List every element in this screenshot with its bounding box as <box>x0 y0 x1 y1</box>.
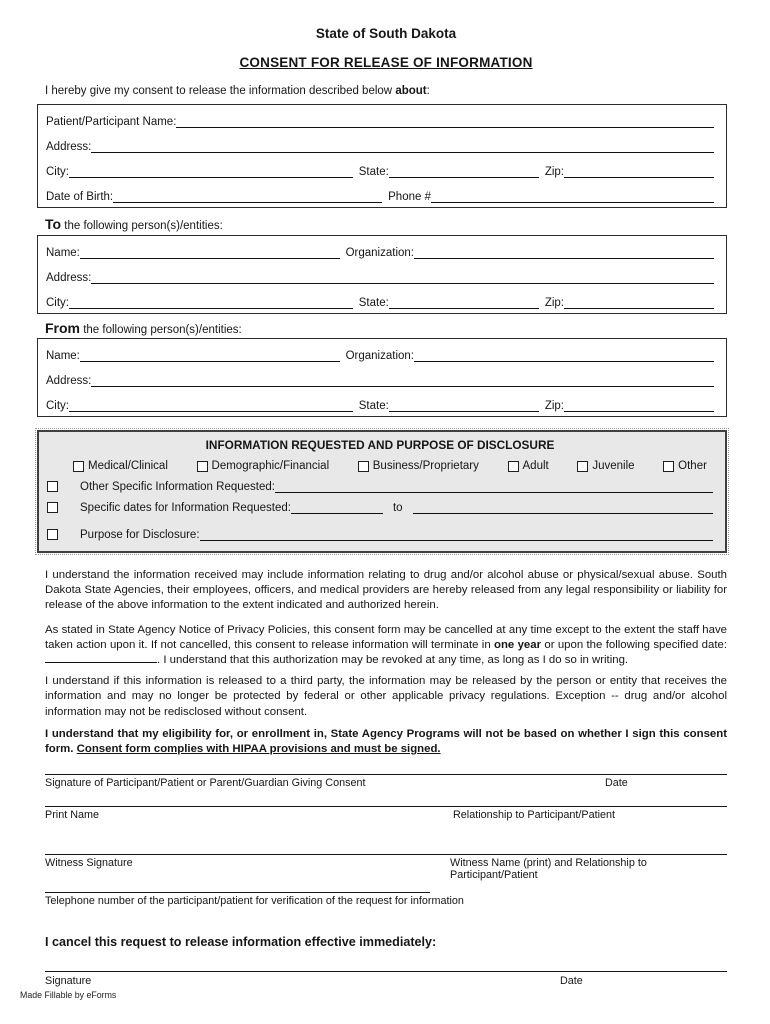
patient-phone-input[interactable] <box>431 191 714 203</box>
patient-dob-input[interactable] <box>113 191 382 203</box>
patient-dob-row <box>38 182 726 207</box>
state-title: State of South Dakota <box>315 26 457 41</box>
specific-dates-row <box>47 502 713 514</box>
p2-mid: or upon the following specified date: <box>541 638 727 651</box>
purpose-checkbox[interactable] <box>47 529 58 540</box>
other-label: Other <box>678 460 707 472</box>
witness-labels <box>45 857 727 882</box>
to-city-row <box>38 288 726 313</box>
cancel-date-label: Date <box>560 975 583 988</box>
intro-bold-word: about <box>395 85 427 97</box>
telephone-label: Telephone number of the participant/patient for verification of the request for information <box>45 895 464 908</box>
form-title: CONSENT FOR RELEASE OF INFORMATION <box>239 55 533 70</box>
specific-dates-label: Specific dates for Information Requested: <box>80 502 291 514</box>
dates-to-input[interactable] <box>413 502 713 514</box>
demographic-financial-checkbox[interactable] <box>197 461 208 472</box>
patient-city-input[interactable] <box>69 166 353 178</box>
juvenile-label: Juvenile <box>592 460 635 472</box>
from-city-row <box>38 391 726 416</box>
intro-post: : <box>426 85 430 97</box>
intro-pre: I hereby give my consent to release the information described below <box>45 85 396 97</box>
to-name-label: Name: <box>46 247 80 259</box>
demographic-financial-label: Demographic/Financial <box>211 460 330 472</box>
medical-clinical-checkbox[interactable] <box>73 461 84 472</box>
from-organization-label: Organization: <box>345 350 414 362</box>
option-medical-clinical <box>73 460 168 472</box>
to-city-label: City: <box>46 297 69 309</box>
patient-city-row <box>38 157 726 182</box>
option-adult <box>508 460 549 472</box>
paragraph-release-liability: I understand the information received may include information relating to drug and/or alcohol abuse or physical/sexual abuse. South Dakota State Agencies, their employees, officers, and medical providers are hereby released from any legal responsibility or liability for release of the above information to the extent indicated and authorized herein. <box>45 569 727 612</box>
patient-address-input[interactable] <box>91 141 714 153</box>
paragraph-cancellation-terms <box>45 623 727 669</box>
juvenile-checkbox[interactable] <box>577 461 588 472</box>
disclosure-box <box>37 430 727 553</box>
option-business-proprietary <box>358 460 479 472</box>
patient-zip-input[interactable] <box>564 166 714 178</box>
from-address-row <box>38 366 726 391</box>
patient-name-row <box>38 107 726 132</box>
to-name-input[interactable] <box>80 247 340 259</box>
patient-info-box <box>37 104 727 208</box>
from-state-input[interactable] <box>389 400 539 412</box>
p2-one-year: one year <box>494 638 542 651</box>
cancel-heading: I cancel this request to release information effective immediately: <box>45 935 437 950</box>
paragraph-third-party: I understand if this information is released to a third party, the information may be released by the person or entity that receives the information and may no longer be protected by federal or other applicable privacy regulations. Exception -- drug and/or alcohol information may not be redisclosed without consent. <box>45 675 727 718</box>
patient-zip-label: Zip: <box>544 166 564 178</box>
consent-signature-labels <box>45 777 727 790</box>
to-info-box <box>37 235 727 314</box>
print-name-line[interactable] <box>45 806 727 807</box>
consent-signature-label: Signature of Participant/Patient or Parent/Guardian Giving Consent <box>45 777 366 790</box>
dates-to-connector: to <box>392 502 403 514</box>
to-heading <box>45 216 727 232</box>
from-heading-rest: the following person(s)/entities: <box>80 324 242 336</box>
telephone-labels <box>45 895 727 908</box>
from-city-input[interactable] <box>69 400 353 412</box>
p4-hipaa-underlined: Consent form complies with HIPAA provisions and must be signed. <box>76 743 441 756</box>
to-city-input[interactable] <box>69 297 353 309</box>
patient-phone-label: Phone # <box>388 191 431 203</box>
from-address-input[interactable] <box>91 375 714 387</box>
p2-post: . I understand that this authorization may be revoked at any time, as long as I do so in writing. <box>157 654 629 667</box>
disclosure-box-title: INFORMATION REQUESTED AND PURPOSE OF DISCLOSURE <box>205 438 555 452</box>
to-state-input[interactable] <box>389 297 539 309</box>
p2-pre: As stated in State Agency Notice of Privacy Policies, this consent form may be cancelled at any time except to the extent the staff have taken action upon it. If not cancelled, this consent to release information will terminate in <box>45 623 727 651</box>
business-proprietary-label: Business/Proprietary <box>372 460 479 472</box>
other-specific-checkbox[interactable] <box>47 481 58 492</box>
option-juvenile <box>577 460 634 472</box>
from-state-label: State: <box>358 400 389 412</box>
patient-city-label: City: <box>46 166 69 178</box>
relationship-label: Relationship to Participant/Patient <box>453 809 616 822</box>
purpose-row <box>47 529 713 541</box>
medical-clinical-label: Medical/Clinical <box>88 460 168 472</box>
to-address-row <box>38 263 726 288</box>
business-proprietary-checkbox[interactable] <box>358 461 369 472</box>
from-name-row <box>38 341 726 366</box>
cancel-signature-line[interactable] <box>45 971 727 972</box>
from-info-box <box>37 338 727 417</box>
patient-dob-label: Date of Birth: <box>46 191 114 203</box>
option-other <box>663 460 707 472</box>
cancel-signature-label: Signature <box>45 975 92 988</box>
patient-name-label: Patient/Participant Name: <box>46 116 177 128</box>
telephone-line[interactable] <box>45 892 430 893</box>
to-state-label: State: <box>358 297 389 309</box>
purpose-input[interactable] <box>200 529 713 541</box>
patient-state-label: State: <box>358 166 389 178</box>
from-city-label: City: <box>46 400 69 412</box>
from-name-label: Name: <box>46 350 80 362</box>
print-name-labels <box>45 809 727 822</box>
witness-name-label: Witness Name (print) and Relationship to Participant/Patient <box>450 857 647 882</box>
to-zip-label: Zip: <box>544 297 564 309</box>
cancel-labels <box>45 975 727 988</box>
from-address-label: Address: <box>46 375 92 387</box>
to-organization-input[interactable] <box>414 247 714 259</box>
patient-address-label: Address: <box>46 141 92 153</box>
from-name-input[interactable] <box>80 350 340 362</box>
to-address-input[interactable] <box>91 272 714 284</box>
to-address-label: Address: <box>46 272 92 284</box>
specific-dates-checkbox[interactable] <box>47 502 58 513</box>
witness-signature-line[interactable] <box>45 854 727 855</box>
to-heading-rest: the following person(s)/entities: <box>61 220 223 232</box>
option-demographic-financial <box>197 460 330 472</box>
from-heading <box>45 320 727 336</box>
patient-address-row <box>38 132 726 157</box>
intro-sentence <box>45 85 727 97</box>
disclosure-type-row <box>47 460 713 472</box>
dates-from-input[interactable] <box>291 502 383 514</box>
witness-signature-label: Witness Signature <box>45 857 133 870</box>
print-name-label: Print Name <box>45 809 100 822</box>
patient-state-input[interactable] <box>389 166 539 178</box>
from-heading-word: From <box>45 320 80 336</box>
eforms-credit: Made Fillable by eForms <box>20 990 117 1000</box>
adult-checkbox[interactable] <box>508 461 519 472</box>
other-specific-input[interactable] <box>275 481 713 493</box>
adult-label: Adult <box>522 460 549 472</box>
from-zip-input[interactable] <box>564 400 714 412</box>
paragraph-eligibility <box>45 727 727 757</box>
specified-date-input[interactable] <box>45 653 157 663</box>
to-name-row <box>38 238 726 263</box>
other-checkbox[interactable] <box>663 461 674 472</box>
consent-date-label: Date <box>605 777 628 790</box>
to-heading-word: To <box>45 216 62 232</box>
p4-text: I understand that my eligibility for, or enrollment in, State Agency Programs will not be based on whether I sign this consent form. <box>45 727 727 756</box>
other-specific-row <box>47 481 713 493</box>
other-specific-label: Other Specific Information Requested: <box>80 481 275 493</box>
patient-name-input[interactable] <box>176 116 714 128</box>
to-organization-label: Organization: <box>345 247 414 259</box>
consent-signature-line[interactable] <box>45 774 727 775</box>
from-zip-label: Zip: <box>544 400 564 412</box>
from-organization-input[interactable] <box>414 350 714 362</box>
to-zip-input[interactable] <box>564 297 714 309</box>
purpose-label: Purpose for Disclosure: <box>80 529 200 541</box>
